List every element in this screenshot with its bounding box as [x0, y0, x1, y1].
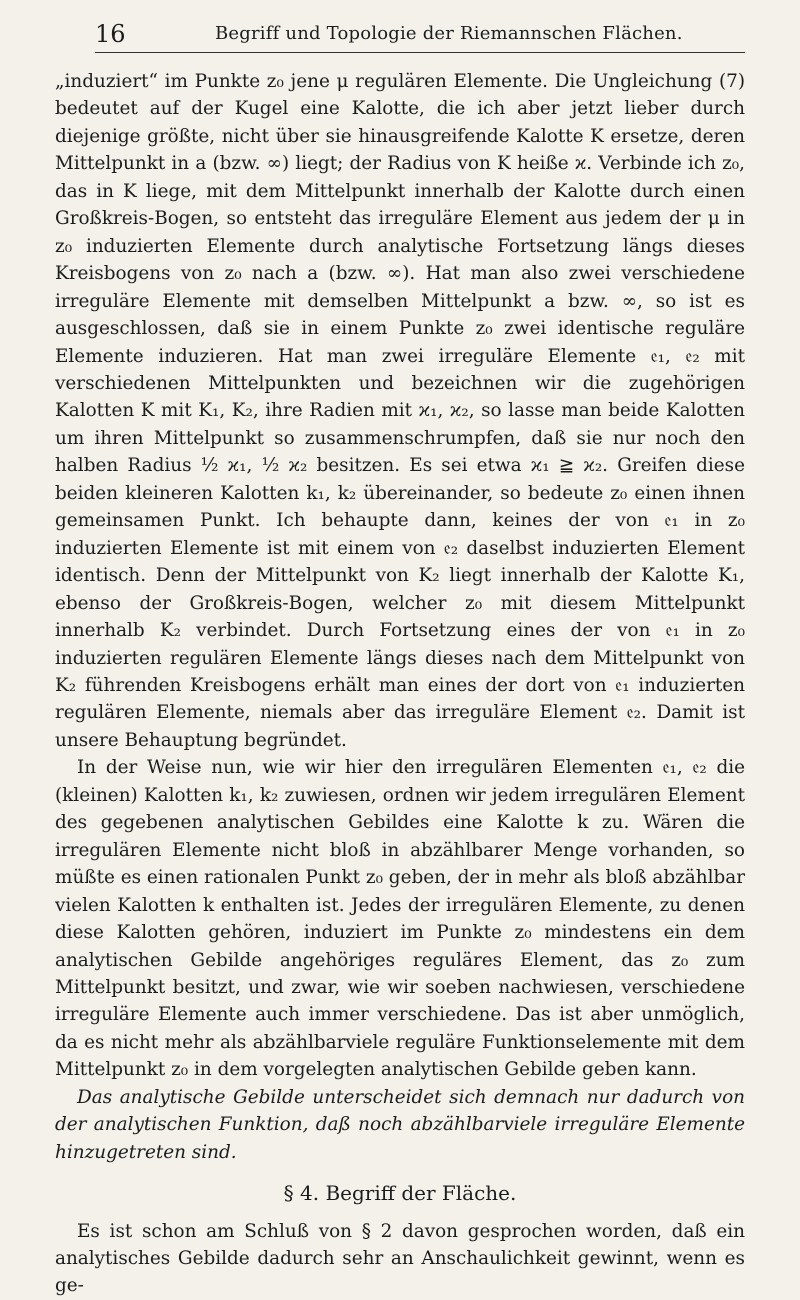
page-header — [95, 20, 745, 50]
section-heading: § 4. Begriff der Fläche. — [283, 1181, 517, 1206]
page-number: 16 — [95, 20, 126, 48]
paragraph-1: „induziert“ im Punkte z₀ jene μ regulären Elemente. Die Ungleichung (7) bedeutet auf der Kugel eine Kalotte, die ich aber jetzt lieber durch diejenige größte, nicht über sie hinausgreifende Kalotte K ersetze, deren Mittelpunkt in a (bzw. ∞) liegt; der Radius von K heiße ϰ. Verbinde ich z₀, das in K liege, mit dem Mittelpunkt innerhalb der Kalotte durch einen Großkreis-Bogen, so entsteht das irreguläre Element aus jedem der μ in z₀ induzierten Elemente durch analytische Fortsetzung längs dieses Kreisbogens von z₀ nach a (bzw. ∞). Hat man also zwei verschiedene irreguläre Elemente mit demselben Mittelpunkt a bzw. ∞, so ist es ausgeschlossen, daß sie in einem Punkte z₀ zwei identische reguläre Elemente induzieren. Hat man zwei irreguläre Elemente 𝔢₁, 𝔢₂ mit verschiedenen Mittelpunkten und bezeichnen wir die zugehörigen Kalotten K mit K₁, K₂, ihre Radien mit ϰ₁, ϰ₂, so lasse man beide Kalotten um ihren Mittelpunkt so zusammenschrumpfen, daß sie nur noch den halben Radius ½ ϰ₁, ½ ϰ₂ besitzen. Es sei etwa ϰ₁ ≧ ϰ₂. Greifen diese beiden kleineren Kalotten k₁, k₂ übereinander, so bedeute z₀ einen ihnen gemeinsamen Punkt. Ich behaupte dann, keines der von 𝔢₁ in z₀ induzierten Elemente ist mit einem von 𝔢₂ daselbst induzierten Element identisch. Denn der Mittelpunkt von K₂ liegt innerhalb der Kalotte K₁, ebenso der Großkreis-Bogen, welcher z₀ mit diesem Mittelpunkt innerhalb K₂ verbindet. Durch Fortsetzung eines der von 𝔢₁ in z₀ induzierten regulären Elemente längs dieses nach dem Mittelpunkt von K₂ führenden Kreisbogens erhält man eines der dort von 𝔢₁ induzierten regulären Elemente, niemals aber das irreguläre Element 𝔢₂. Damit ist unsere Behauptung begründet. — [55, 71, 745, 751]
header-rule — [95, 52, 745, 53]
italic-conclusion: Das analytische Gebilde unterscheidet sich demnach nur dadurch von der analytischen Funktion, daß noch abzählbarviele irreguläre Elemente hinzugetreten sind. — [55, 1086, 745, 1163]
paragraph-4: Es ist schon am Schluß von § 2 davon gesprochen worden, daß ein analytisches Gebilde dadurch sehr an Anschaulichkeit gewinnt, wenn es ge- — [55, 1220, 745, 1297]
paragraph-2: In der Weise nun, wie wir hier den irregulären Elementen 𝔢₁, 𝔢₂ die (kleinen) Kalotten k₁, k₂ zuwiesen, ordnen wir jedem irregulären Element des gegebenen analytischen Gebildes eine Kalotte k zu. Wären die irregulären Elemente nicht bloß in abzählbarer Menge vorhanden, so müßte es einen rationalen Punkt z₀ geben, der in mehr als bloß abzählbar vielen Kalotten k enthalten ist. Jedes der irregulären Elemente, zu denen diese Kalotten gehören, induziert im Punkte z₀ mindestens ein dem analytischen Gebilde angehöriges reguläres Element, das z₀ zum Mittelpunkt besitzt, und zwar, wie wir soeben nachwiesen, verschiedene irreguläre Elemente auch immer verschiedene. Das ist aber unmöglich, da es nicht mehr als abzählbarviele reguläre Funktionselemente mit dem Mittelpunkt z₀ in dem vorgelegten analytischen Gebilde geben kann. — [55, 757, 745, 1081]
page-body — [55, 68, 745, 1300]
running-title: Begriff und Topologie der Riemannschen Flächen. — [215, 23, 683, 44]
paragraph-3 — [55, 1084, 745, 1166]
